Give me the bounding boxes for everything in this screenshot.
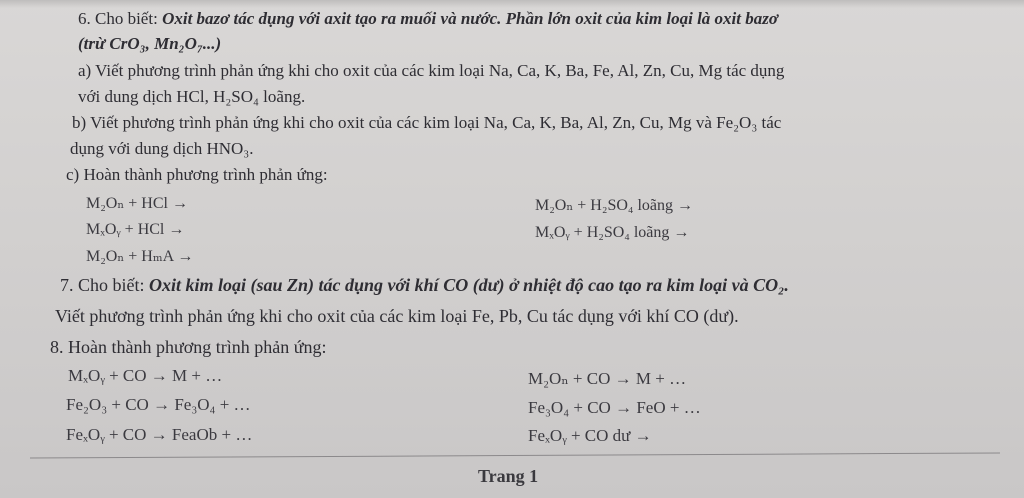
q8-eq-left-1: MₓOᵧ + CO → M + … <box>68 366 223 385</box>
q6-exception: (trừ CrO₃, Mn₂O₇...) <box>78 34 222 53</box>
q8-eq-right-2: Fe₃O₄ + CO → FeO + … <box>528 398 701 417</box>
q8-eq-left-2: Fe₂O₃ + CO → Fe₃O₄ + … <box>66 395 251 414</box>
q8-title: 8. Hoàn thành phương trình phản ứng: <box>50 337 327 357</box>
q6-eq-left-2: MₓOᵧ + HCl → <box>86 221 185 238</box>
q6-part-c-title: c) Hoàn thành phương trình phản ứng: <box>66 165 328 184</box>
q6-eq-left-1: M₂Oₙ + HCl → <box>86 195 188 212</box>
q6-intro-italic: Oxit bazơ tác dụng với axit tạo ra muối và nước. Phần lớn oxit của kim loại là oxit bazơ <box>162 9 778 28</box>
q6-intro-prefix: 6. Cho biết: <box>78 9 163 28</box>
q6-part-b-line1: b) Viết phương trình phản ứng khi cho oxit của các kim loại Na, Ca, K, Ba, Al, Zn, Cu, Mg và Fe₂O₃ tác <box>72 113 782 132</box>
q7-intro <box>60 274 789 296</box>
page-number: Trang 1 <box>478 466 539 486</box>
q8-eq-left-3: FeₓOᵧ + CO → FeaOb + … <box>66 425 253 444</box>
q6-eq-right-1: M₂Oₙ + H₂SO₄ loãng → <box>535 197 694 214</box>
page-shadow <box>0 0 1024 8</box>
q7-task: Viết phương trình phản ứng khi cho oxit của các kim loại Fe, Pb, Cu tác dụng với khí CO (dư). <box>55 306 739 326</box>
q6-intro <box>78 8 778 30</box>
q8-eq-right-1: M₂Oₙ + CO → M + … <box>528 369 687 388</box>
q6-part-b-line2: dụng với dung dịch HNO₃. <box>70 139 254 158</box>
q8-eq-right-3: FeₓOᵧ + CO dư → <box>528 426 652 445</box>
q6-eq-left-3: M₂Oₙ + HₘA → <box>86 248 194 265</box>
q6-part-a-line1: a) Viết phương trình phản ứng khi cho oxit của các kim loại Na, Ca, K, Ba, Fe, Al, Zn, Cu, Mg tác dụng <box>78 61 785 80</box>
q7-intro-prefix: 7. Cho biết: <box>60 275 149 295</box>
q7-intro-italic: Oxit kim loại (sau Zn) tác dụng với khí CO (dư) ở nhiệt độ cao tạo ra kim loại và CO₂. <box>149 275 789 295</box>
footer-divider <box>30 452 1000 458</box>
q6-part-a-line2: với dung dịch HCl, H₂SO₄ loãng. <box>78 87 306 106</box>
q6-eq-right-2: MₓOᵧ + H₂SO₄ loãng → <box>535 224 690 241</box>
